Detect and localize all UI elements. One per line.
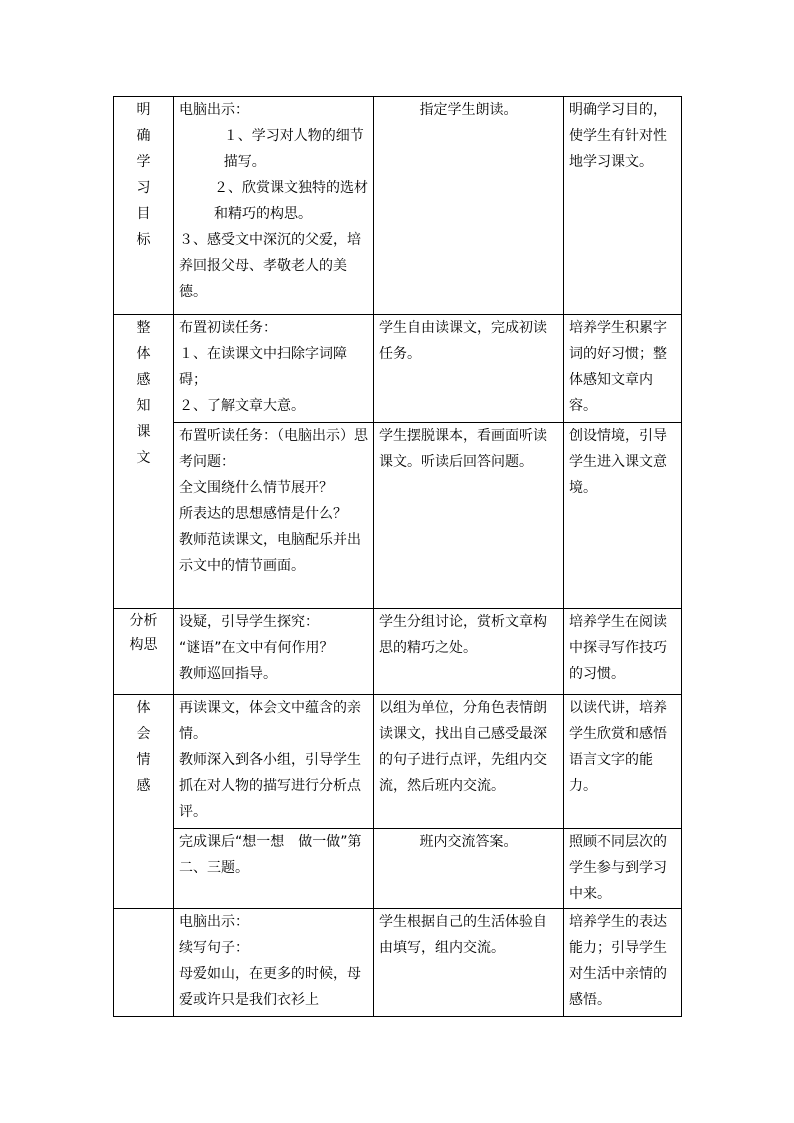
student-text: 学生自由读课文，完成初读任务。: [379, 320, 547, 362]
student-text: 班内交流答案。: [419, 834, 518, 850]
section-label: 分析构思: [129, 613, 158, 653]
design-intent-cell: [564, 315, 682, 423]
teacher-activity-cell: [174, 829, 374, 909]
student-text: 指定学生朗读。: [419, 102, 518, 118]
teacher-line: ３、感受文中深沉的父爱，培养回报父母、孝敬老人的美德。: [179, 232, 361, 300]
student-activity-cell: [374, 695, 564, 829]
intent-text: 培养学生的表达能力；引导学生对生活中亲情的感悟。: [569, 914, 667, 1008]
teacher-line: 教师范读课文，电脑配乐并出示文中的情节画面。: [179, 532, 361, 574]
intent-text: 明确学习目的，使学生有针对性地学习课文。: [569, 102, 667, 170]
table-row: [114, 909, 682, 1017]
section-cell: [114, 609, 174, 695]
intent-text: 以读代讲，培养学生欣赏和感悟语言文字的能力。: [569, 700, 667, 794]
intent-text: 培养学生在阅读中探寻写作技巧的习惯。: [569, 614, 667, 682]
table-row: [114, 423, 682, 609]
student-activity-cell: [374, 909, 564, 1017]
teacher-line: １、在读课文中扫除字词障碍；: [179, 346, 347, 388]
teacher-line: 布置初读任务：: [179, 320, 277, 336]
table-row: [114, 97, 682, 315]
teacher-line: 完成课后“想一想 做一做”第二、三题。: [179, 834, 362, 876]
section-label: 体会情感: [136, 700, 151, 794]
teacher-line: 教师深入到各小组，引导学生抓在对人物的描写进行分析点评。: [179, 752, 361, 820]
section-label: 明确学习目标: [136, 102, 151, 248]
teacher-line: 再读课文，体会文中蕴含的亲情。: [179, 700, 361, 742]
teacher-line: 全文围绕什么情节展开？: [179, 480, 333, 496]
teacher-line: 电脑出示：: [179, 914, 249, 930]
teacher-activity-cell: [174, 97, 374, 315]
teacher-line: １、学习对人物的细节描写。: [223, 128, 364, 170]
teacher-line: 设疑，引导学生探究：: [179, 614, 319, 630]
section-cell: [114, 315, 174, 609]
table-row: [114, 315, 682, 423]
design-intent-cell: [564, 609, 682, 695]
teacher-line: ２、了解文章大意。: [179, 398, 305, 414]
student-activity-cell: [374, 829, 564, 909]
table-row: [114, 695, 682, 829]
table-row: [114, 829, 682, 909]
student-activity-cell: [374, 609, 564, 695]
teacher-line: 所表达的思想感情是什么？: [179, 506, 347, 522]
intent-text: 照顾不同层次的学生参与到学习中来。: [569, 834, 667, 902]
teacher-line: “谜语”在文中有何作用？: [179, 640, 334, 656]
design-intent-cell: [564, 829, 682, 909]
teacher-line: 母爱如山，在更多的时候，母爱或许只是我们衣衫上: [179, 966, 361, 1008]
design-intent-cell: [564, 695, 682, 829]
student-text: 以组为单位，分角色表情朗读课文，找出自己感受最深的句子进行点评，先组内交流，然后班内交流。: [379, 700, 547, 794]
teacher-activity-cell: [174, 695, 374, 829]
section-label: 整体感知课文: [136, 320, 151, 466]
teacher-activity-cell: [174, 909, 374, 1017]
student-activity-cell: [374, 423, 564, 609]
section-cell: [114, 909, 174, 1017]
teacher-line: 教师巡回指导。: [179, 666, 277, 682]
table-row: [114, 609, 682, 695]
section-cell: [114, 695, 174, 909]
design-intent-cell: [564, 909, 682, 1017]
student-activity-cell: [374, 97, 564, 315]
teacher-activity-cell: [174, 423, 374, 609]
teacher-activity-cell: [174, 315, 374, 423]
design-intent-cell: [564, 97, 682, 315]
design-intent-cell: [564, 423, 682, 609]
lesson-plan-table: [113, 96, 682, 1017]
student-text: 学生根据自己的生活体验自由填写，组内交流。: [379, 914, 547, 956]
section-cell: [114, 97, 174, 315]
student-text: 学生摆脱课本，看画面听读课文。听读后回答问题。: [379, 428, 547, 470]
student-activity-cell: [374, 315, 564, 423]
teacher-line: 续写句子：: [179, 940, 249, 956]
intent-text: 培养学生积累字词的好习惯；整体感知文章内容。: [569, 320, 667, 414]
teacher-line: 电脑出示：: [179, 102, 249, 118]
student-text: 学生分组讨论，赏析文章构思的精巧之处。: [379, 614, 547, 656]
teacher-line: 布置听读任务：（电脑出示）思考问题：: [179, 428, 368, 470]
intent-text: 创设情境，引导学生进入课文意境。: [569, 428, 667, 496]
teacher-line: ２、欣赏课文独特的选材和精巧的构思。: [214, 180, 368, 222]
teacher-activity-cell: [174, 609, 374, 695]
